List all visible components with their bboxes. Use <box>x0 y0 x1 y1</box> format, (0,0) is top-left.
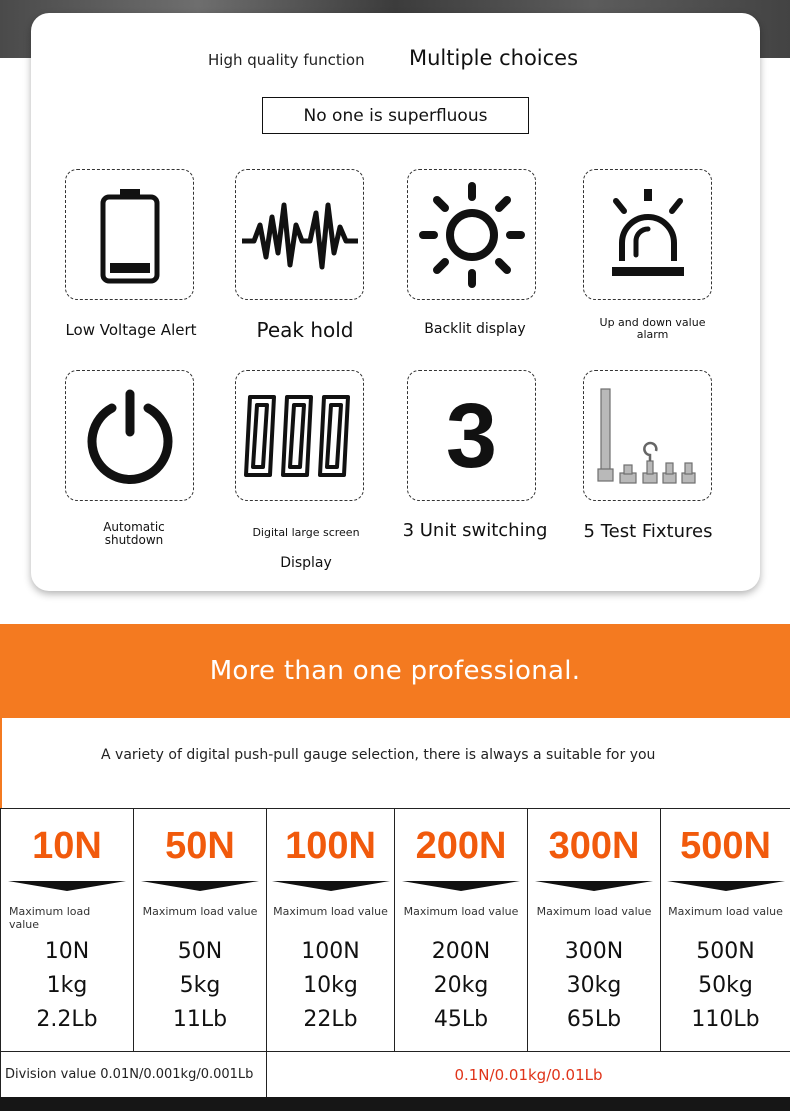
heartbeat-wave-icon <box>240 195 360 275</box>
capacity-heading: 10N <box>32 825 102 867</box>
feature-label-peak-hold: Peak hold <box>256 318 354 342</box>
feature-label-shutdown: Automatic shutdown <box>103 520 165 548</box>
feature-backlit-box <box>407 169 536 300</box>
division-value-fine: Division value 0.01N/0.001kg/0.001Lb <box>1 1052 267 1098</box>
value-kg: 30kg <box>566 973 622 998</box>
feature-label-unit-switch: 3 Unit switching <box>402 520 548 541</box>
wedge-divider <box>535 881 653 891</box>
value-newton: 50N <box>177 939 223 964</box>
tagline-box <box>262 97 529 134</box>
value-lb: 110Lb <box>691 1007 760 1032</box>
sun-icon <box>417 180 527 290</box>
value-lb: 65Lb <box>566 1007 622 1032</box>
capacity-heading: 50N <box>165 825 235 867</box>
feature-unit-switch-box <box>407 370 536 501</box>
wedge-divider <box>402 881 520 891</box>
capacity-column <box>661 809 790 1052</box>
wedge-divider <box>8 881 126 891</box>
capacity-heading: 300N <box>548 825 640 867</box>
capacity-heading: 500N <box>680 825 771 867</box>
value-kg: 1kg <box>46 973 88 998</box>
max-load-label: Maximum load value <box>273 905 388 918</box>
selection-intro: A variety of digital push-pull gauge selection, there is always a suitable for you <box>101 747 656 763</box>
professional-banner <box>0 624 790 718</box>
tagline-text: No one is superfluous <box>303 105 488 126</box>
capacity-heading: 100N <box>285 825 376 867</box>
bottom-band <box>0 1097 790 1111</box>
capacity-table <box>0 808 790 1098</box>
section-subtitle: High quality function <box>208 51 365 69</box>
feature-label-display: Digital large screen <box>252 526 360 539</box>
feature-shutdown-box <box>65 370 194 501</box>
feature-fixtures-box <box>583 370 712 501</box>
feature-alarm-box <box>583 169 712 300</box>
feature-label-backlit: Backlit display <box>424 321 526 337</box>
alarm-beacon-icon <box>598 185 698 285</box>
capacity-column <box>395 809 528 1052</box>
value-lb: 22Lb <box>303 1007 358 1032</box>
max-load-label: Maximum load value <box>668 905 783 918</box>
value-newton: 500N <box>696 939 755 964</box>
capacity-column <box>134 809 267 1052</box>
value-lb: 2.2Lb <box>36 1007 98 1032</box>
feature-display-box <box>235 370 364 501</box>
division-value-coarse: 0.1N/0.01kg/0.01Lb <box>267 1052 790 1098</box>
feature-label-fixtures: 5 Test Fixtures <box>583 521 713 542</box>
feature-label-display-extra: Display <box>280 555 332 571</box>
banner-edge <box>0 718 2 808</box>
max-load-label: Maximum load value <box>403 905 519 918</box>
value-kg: 5kg <box>179 973 221 998</box>
value-kg: 50kg <box>698 973 753 998</box>
capacity-column <box>1 809 134 1052</box>
value-newton: 300N <box>564 939 624 964</box>
max-load-label: Maximum load value <box>9 905 91 932</box>
value-lb: 11Lb <box>172 1007 228 1032</box>
capacity-column <box>267 809 395 1052</box>
seven-segment-display-icon <box>242 393 358 479</box>
test-fixtures-icon <box>590 381 705 491</box>
max-load-label: Maximum load value <box>536 905 652 918</box>
section-headline: Multiple choices <box>409 46 579 70</box>
capacity-row <box>1 809 790 1052</box>
capacity-column <box>528 809 661 1052</box>
banner-title: More than one professional. <box>209 656 581 686</box>
value-kg: 20kg <box>433 973 489 998</box>
wedge-divider <box>141 881 259 891</box>
division-row <box>1 1052 790 1098</box>
value-kg: 10kg <box>303 973 358 998</box>
feature-low-voltage-box <box>65 169 194 300</box>
number-three-icon: 3 <box>445 384 498 487</box>
value-newton: 10N <box>44 939 90 964</box>
feature-label-alarm: Up and down value alarm <box>599 316 706 342</box>
feature-peak-hold-box <box>235 169 364 300</box>
value-lb: 45Lb <box>433 1007 489 1032</box>
capacity-heading: 200N <box>415 825 507 867</box>
power-icon <box>80 386 180 486</box>
wedge-divider <box>667 881 785 891</box>
feature-label-low-voltage: Low Voltage Alert <box>65 321 197 339</box>
battery-icon <box>95 185 165 285</box>
value-newton: 200N <box>431 939 491 964</box>
value-newton: 100N <box>301 939 360 964</box>
wedge-divider <box>272 881 390 891</box>
max-load-label: Maximum load value <box>142 905 258 918</box>
